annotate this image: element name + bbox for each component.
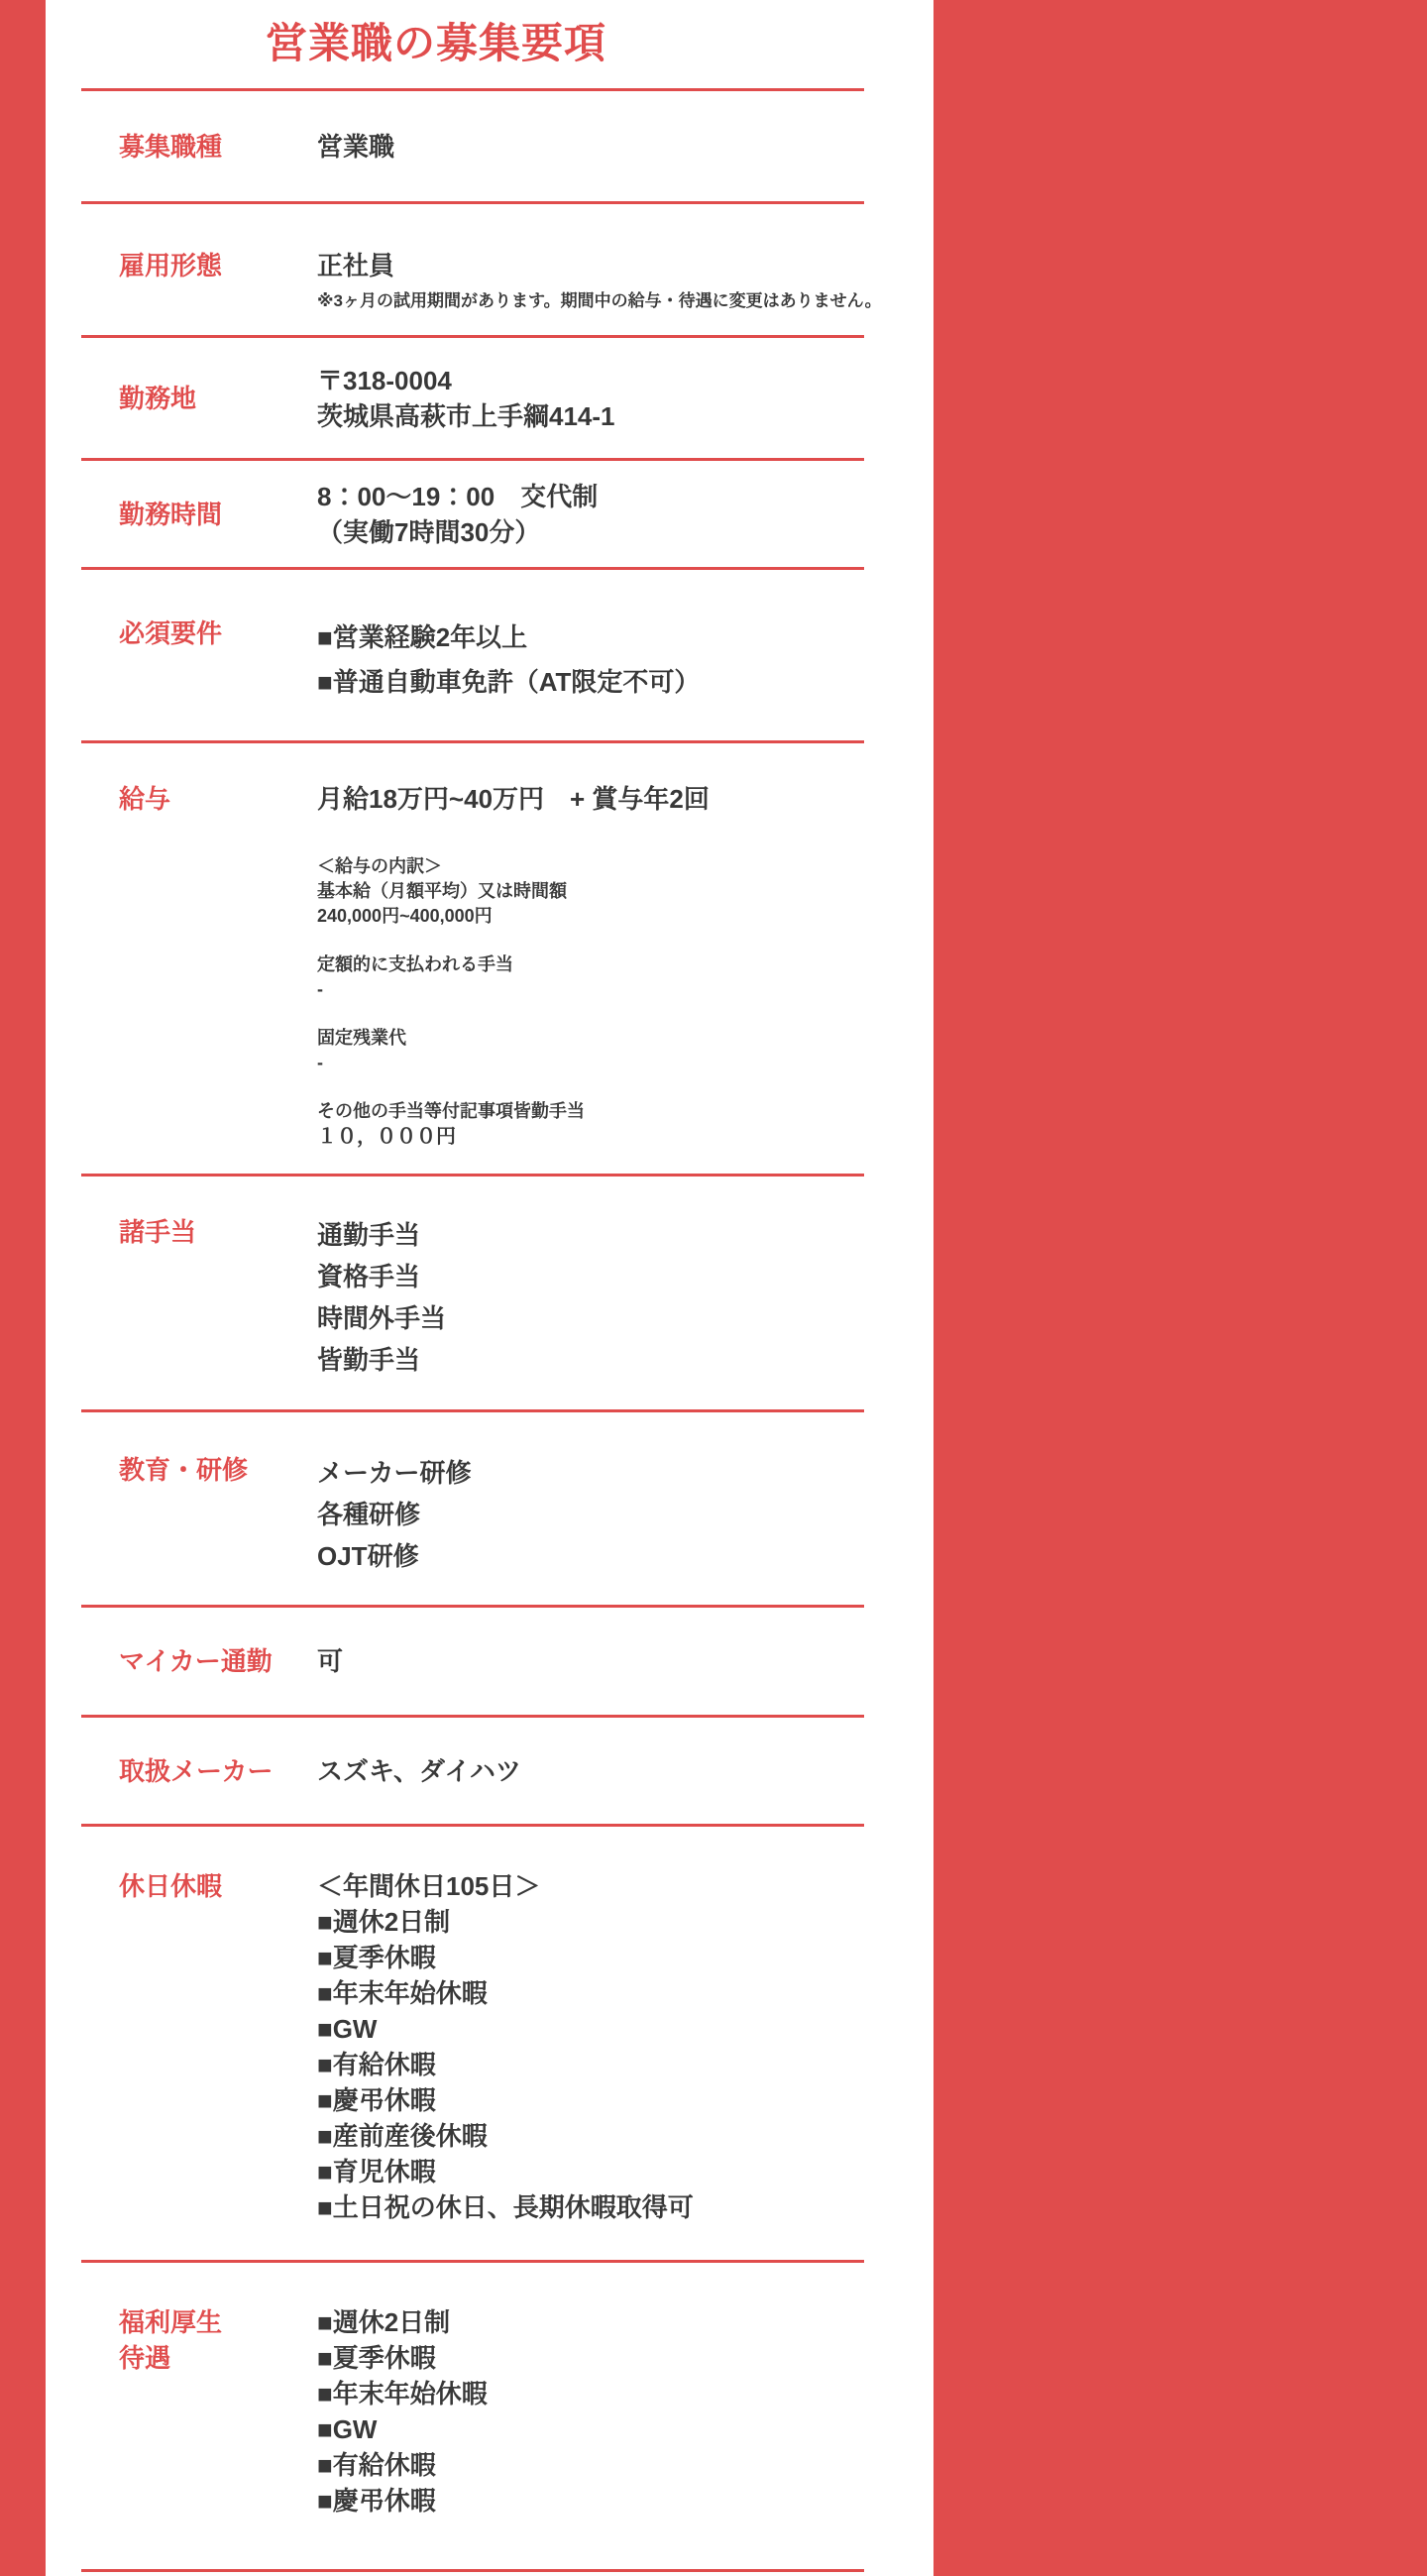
table-row bbox=[81, 1176, 864, 1412]
table-row bbox=[81, 338, 864, 461]
value-line: ＜年間休日105日＞ bbox=[317, 1871, 541, 1901]
row-label bbox=[119, 1868, 317, 1904]
value-line: ■育児休暇 bbox=[317, 2157, 436, 2186]
value-line: ■週休2日制 bbox=[317, 2307, 451, 2337]
row-label bbox=[119, 497, 317, 532]
value-line: ■夏季休暇 bbox=[317, 1943, 436, 1972]
title-block bbox=[81, 0, 864, 91]
value-line: 月給18万円~40万円 + 賞与年2回 bbox=[317, 784, 710, 814]
row-value bbox=[317, 2304, 864, 2519]
salary-breakdown-line: - bbox=[317, 1053, 323, 1072]
salary-breakdown-group bbox=[317, 1099, 864, 1150]
value-line: スズキ、ダイハツ bbox=[317, 1755, 521, 1786]
value-line: 正社員 bbox=[317, 251, 395, 280]
row-label bbox=[119, 2304, 317, 2376]
value-line: ■夏季休暇 bbox=[317, 2343, 436, 2373]
recruitment-table bbox=[46, 91, 933, 2572]
salary-breakdown-line: 240,000円~400,000円 bbox=[317, 906, 493, 926]
row-label-line: 取扱メーカー bbox=[119, 1755, 274, 1786]
salary-breakdown-line: １０，０００円 bbox=[317, 1126, 456, 1148]
table-row bbox=[81, 204, 882, 338]
row-value bbox=[317, 248, 882, 313]
table-row bbox=[81, 2263, 864, 2572]
row-value bbox=[317, 1753, 864, 1789]
row-label-line: マイカー通勤 bbox=[119, 1646, 273, 1676]
value-line: ■土日祝の休日、長期休暇取得可 bbox=[317, 2192, 694, 2222]
row-value bbox=[317, 616, 864, 705]
value-line: 茨城県高萩市上手綱414-1 bbox=[317, 400, 615, 431]
value-line: メーカー研修 bbox=[317, 1458, 472, 1488]
row-label-line: 教育・研修 bbox=[119, 1455, 249, 1485]
row-value bbox=[317, 363, 864, 434]
value-line: 8：00〜19：00 交代制 bbox=[317, 481, 599, 511]
table-row bbox=[81, 91, 864, 204]
salary-breakdown-line: 定額的に支払われる手当 bbox=[317, 954, 513, 974]
row-value bbox=[317, 781, 864, 1150]
value-line: ■普通自動車免許（AT限定不可） bbox=[317, 667, 701, 697]
salary-breakdown-group bbox=[317, 854, 864, 929]
content-sheet bbox=[46, 0, 933, 2576]
salary-breakdown-line: - bbox=[317, 979, 323, 999]
value-line: 可 bbox=[317, 1646, 344, 1676]
value-line: 〒318-0004 bbox=[317, 365, 452, 395]
row-label-line: 雇用形態 bbox=[119, 251, 223, 280]
value-line: ■慶弔休暇 bbox=[317, 2486, 436, 2516]
probation-note: ※3ヶ月の試用期間があります。期間中の給与・待遇に変更はありません。 bbox=[317, 291, 882, 310]
value-line: （実働7時間30分） bbox=[317, 516, 541, 547]
table-row bbox=[81, 1718, 864, 1827]
value-line: ■GW bbox=[317, 2014, 378, 2044]
value-line: 資格手当 bbox=[317, 1262, 421, 1291]
value-line: 営業職 bbox=[317, 131, 395, 162]
value-line: ■GW bbox=[317, 2414, 378, 2444]
row-value bbox=[317, 1214, 864, 1381]
value-line: ■慶弔休暇 bbox=[317, 2085, 436, 2115]
row-label-line: 待遇 bbox=[119, 2343, 171, 2373]
value-line: ■有給休暇 bbox=[317, 2450, 436, 2480]
table-row bbox=[81, 461, 864, 570]
table-row bbox=[81, 1608, 864, 1718]
row-label bbox=[119, 1214, 317, 1250]
row-label bbox=[119, 616, 317, 651]
row-value bbox=[317, 1868, 864, 2225]
table-row bbox=[81, 570, 864, 743]
row-label bbox=[119, 1643, 317, 1679]
value-line: ■週休2日制 bbox=[317, 1907, 451, 1937]
salary-breakdown-group bbox=[317, 1026, 864, 1075]
row-label-line: 必須要件 bbox=[119, 618, 223, 648]
salary-breakdown bbox=[317, 854, 864, 1150]
page-title: 営業職の募集要項 bbox=[266, 20, 607, 66]
value-line: 皆勤手当 bbox=[317, 1345, 421, 1375]
row-label-line: 給与 bbox=[119, 784, 171, 814]
row-value bbox=[317, 129, 864, 165]
row-label bbox=[119, 129, 317, 165]
salary-breakdown-line: 固定残業代 bbox=[317, 1028, 406, 1048]
row-label bbox=[119, 248, 317, 283]
value-line: ■有給休暇 bbox=[317, 2050, 436, 2079]
table-row bbox=[81, 1412, 864, 1608]
salary-breakdown-line: ＜給与の内訳＞ bbox=[317, 856, 442, 876]
row-value bbox=[317, 1643, 864, 1679]
value-line: 時間外手当 bbox=[317, 1303, 447, 1333]
value-line: ■営業経験2年以上 bbox=[317, 622, 528, 652]
row-label bbox=[119, 781, 317, 817]
value-line: ■産前産後休暇 bbox=[317, 2121, 488, 2151]
value-line: 通勤手当 bbox=[317, 1220, 421, 1250]
row-label bbox=[119, 1452, 317, 1488]
row-label bbox=[119, 1753, 317, 1789]
row-label-line: 諸手当 bbox=[119, 1217, 197, 1247]
row-label-line: 勤務地 bbox=[119, 383, 197, 413]
row-label-line: 休日休暇 bbox=[119, 1871, 223, 1901]
row-value bbox=[317, 479, 864, 550]
salary-breakdown-line: 基本給（月額平均）又は時間額 bbox=[317, 881, 567, 901]
value-line: ■年末年始休暇 bbox=[317, 2379, 488, 2408]
row-value bbox=[317, 1452, 864, 1577]
row-label-line: 勤務時間 bbox=[119, 499, 223, 529]
value-line: OJT研修 bbox=[317, 1541, 419, 1571]
table-row bbox=[81, 743, 864, 1176]
value-line: 各種研修 bbox=[317, 1500, 421, 1529]
salary-breakdown-group bbox=[317, 952, 864, 1002]
row-label-line: 募集職種 bbox=[119, 131, 223, 162]
table-row bbox=[81, 1827, 864, 2263]
row-label-line: 福利厚生 bbox=[119, 2307, 223, 2337]
row-label bbox=[119, 381, 317, 416]
value-line: ■年末年始休暇 bbox=[317, 1978, 488, 2008]
salary-breakdown-line: その他の手当等付記事項皆勤手当 bbox=[317, 1101, 585, 1121]
